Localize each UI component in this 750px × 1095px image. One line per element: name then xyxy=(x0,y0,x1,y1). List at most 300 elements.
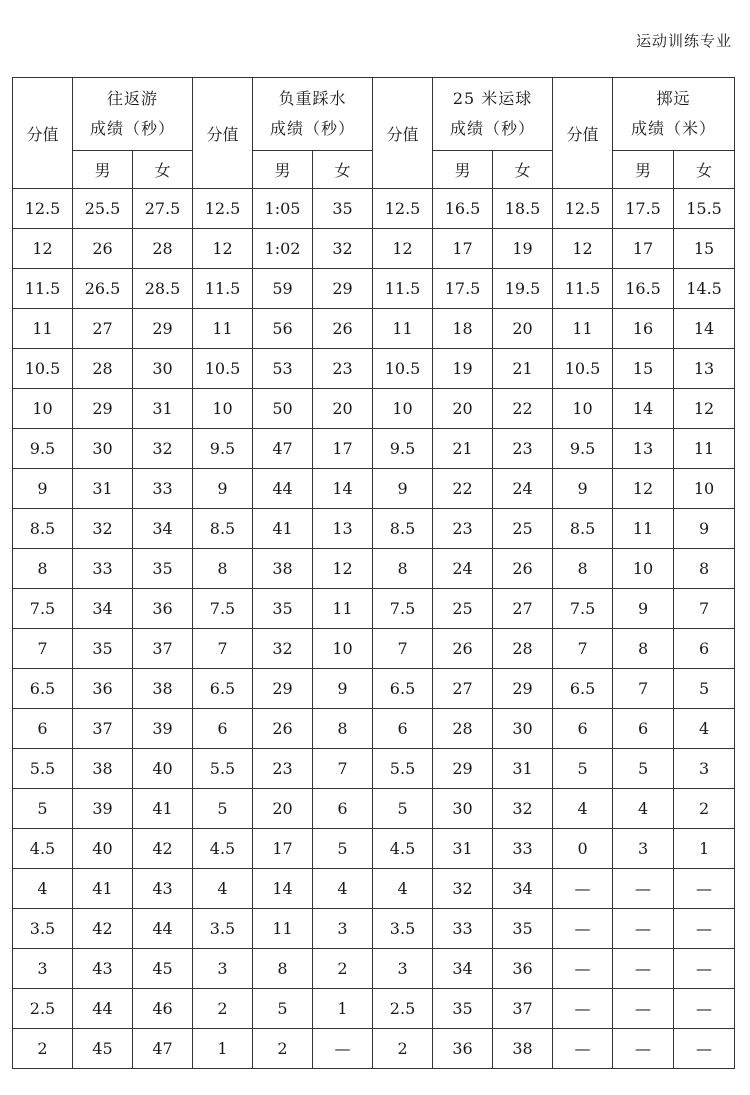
male-header: 男 xyxy=(433,151,493,189)
score-cell: 9 xyxy=(373,469,433,509)
score-cell: 11.5 xyxy=(373,269,433,309)
table-cell: 30 xyxy=(493,709,553,749)
table-row xyxy=(13,989,735,1029)
table-cell: 26 xyxy=(313,309,373,349)
event-title: 掷远 xyxy=(656,89,691,108)
table-cell: 3 xyxy=(674,749,735,789)
table-row xyxy=(13,269,735,309)
table-cell: 26.5 xyxy=(73,269,133,309)
table-cell: 15.5 xyxy=(674,189,735,229)
score-cell: 8 xyxy=(13,549,73,589)
table-row xyxy=(13,349,735,389)
table-cell: 33 xyxy=(433,909,493,949)
score-cell: 4.5 xyxy=(373,829,433,869)
table-row xyxy=(13,189,735,229)
table-cell: 17.5 xyxy=(433,269,493,309)
score-cell: 12.5 xyxy=(553,189,613,229)
table-cell: 47 xyxy=(133,1029,193,1069)
score-cell: 8 xyxy=(373,549,433,589)
table-cell: 2 xyxy=(253,1029,313,1069)
table-cell: 32 xyxy=(493,789,553,829)
table-cell: 13 xyxy=(674,349,735,389)
event-header xyxy=(73,78,193,151)
score-cell: 7.5 xyxy=(13,589,73,629)
table-cell: 19.5 xyxy=(493,269,553,309)
score-cell: 4.5 xyxy=(13,829,73,869)
table-cell: 41 xyxy=(133,789,193,829)
table-cell: 30 xyxy=(73,429,133,469)
table-cell: 36 xyxy=(73,669,133,709)
table-cell: 41 xyxy=(73,869,133,909)
table-cell: 24 xyxy=(493,469,553,509)
score-cell: 5.5 xyxy=(13,749,73,789)
table-cell: 39 xyxy=(73,789,133,829)
table-cell: 28 xyxy=(73,349,133,389)
table-cell: 41 xyxy=(253,509,313,549)
score-cell: 6.5 xyxy=(373,669,433,709)
table-cell: 50 xyxy=(253,389,313,429)
table-cell: 32 xyxy=(73,509,133,549)
male-header: 男 xyxy=(73,151,133,189)
table-row xyxy=(13,589,735,629)
table-cell: 22 xyxy=(433,469,493,509)
score-cell: 2 xyxy=(373,1029,433,1069)
score-cell: 7.5 xyxy=(553,589,613,629)
table-cell: 37 xyxy=(133,629,193,669)
score-header: 分值 xyxy=(373,78,433,189)
score-cell: 7.5 xyxy=(373,589,433,629)
table-cell: 35 xyxy=(433,989,493,1029)
table-cell: 14.5 xyxy=(674,269,735,309)
table-cell: 42 xyxy=(73,909,133,949)
event-unit: 成绩（米） xyxy=(631,119,717,138)
table-cell: 11 xyxy=(674,429,735,469)
table-cell: 20 xyxy=(253,789,313,829)
table-cell: 10 xyxy=(313,629,373,669)
score-cell: 6.5 xyxy=(13,669,73,709)
score-cell: 10.5 xyxy=(13,349,73,389)
table-cell: 45 xyxy=(133,949,193,989)
table-cell: 1:05 xyxy=(253,189,313,229)
table-row xyxy=(13,1029,735,1069)
score-cell: — xyxy=(553,949,613,989)
table-cell: 34 xyxy=(73,589,133,629)
score-table xyxy=(12,77,735,1069)
score-cell: 12 xyxy=(193,229,253,269)
score-cell: 3 xyxy=(193,949,253,989)
score-cell: 7 xyxy=(553,629,613,669)
table-cell: 9 xyxy=(313,669,373,709)
table-cell: 44 xyxy=(133,909,193,949)
score-cell: 5 xyxy=(553,749,613,789)
score-cell: 6 xyxy=(373,709,433,749)
table-cell: 10 xyxy=(613,549,674,589)
table-cell: 40 xyxy=(73,829,133,869)
table-cell: — xyxy=(313,1029,373,1069)
table-cell: 7 xyxy=(613,669,674,709)
table-cell: 31 xyxy=(73,469,133,509)
score-cell: 11.5 xyxy=(13,269,73,309)
table-cell: 29 xyxy=(493,669,553,709)
table-cell: 16.5 xyxy=(433,189,493,229)
table-cell: 35 xyxy=(133,549,193,589)
table-cell: 17 xyxy=(253,829,313,869)
table-cell: 38 xyxy=(253,549,313,589)
page-header: 运动训练专业 xyxy=(635,32,732,50)
table-cell: 16 xyxy=(613,309,674,349)
table-cell: 32 xyxy=(253,629,313,669)
table-cell: 6 xyxy=(674,629,735,669)
score-cell: 3 xyxy=(373,949,433,989)
table-cell: 33 xyxy=(133,469,193,509)
score-cell: 6.5 xyxy=(553,669,613,709)
table-cell: 31 xyxy=(433,829,493,869)
score-cell: 4 xyxy=(373,869,433,909)
table-cell: 22 xyxy=(493,389,553,429)
table-cell: 3 xyxy=(613,829,674,869)
table-cell: 20 xyxy=(493,309,553,349)
table-row xyxy=(13,709,735,749)
score-cell: 3.5 xyxy=(193,909,253,949)
male-header: 男 xyxy=(253,151,313,189)
table-cell: 14 xyxy=(613,389,674,429)
table-cell: 1 xyxy=(313,989,373,1029)
table-cell: 19 xyxy=(433,349,493,389)
table-cell: 31 xyxy=(133,389,193,429)
table-row xyxy=(13,829,735,869)
score-cell: 5 xyxy=(193,789,253,829)
table-cell: 8 xyxy=(253,949,313,989)
table-cell: 10 xyxy=(674,469,735,509)
score-cell: 10 xyxy=(13,389,73,429)
table-cell: — xyxy=(613,909,674,949)
score-cell: 11 xyxy=(13,309,73,349)
table-cell: 34 xyxy=(433,949,493,989)
table-cell: 56 xyxy=(253,309,313,349)
table-cell: 29 xyxy=(313,269,373,309)
table-row xyxy=(13,549,735,589)
score-cell: 10.5 xyxy=(373,349,433,389)
table-cell: 11 xyxy=(253,909,313,949)
score-cell: 2.5 xyxy=(373,989,433,1029)
table-cell: 40 xyxy=(133,749,193,789)
score-cell: 9 xyxy=(553,469,613,509)
table-cell: 24 xyxy=(433,549,493,589)
table-cell: 35 xyxy=(73,629,133,669)
table-row xyxy=(13,869,735,909)
score-cell: 2.5 xyxy=(13,989,73,1029)
table-cell: 28.5 xyxy=(133,269,193,309)
table-cell: 59 xyxy=(253,269,313,309)
table-cell: — xyxy=(674,1029,735,1069)
table-cell: 30 xyxy=(433,789,493,829)
table-cell: 36 xyxy=(493,949,553,989)
score-cell: 3 xyxy=(13,949,73,989)
score-cell: 5.5 xyxy=(193,749,253,789)
score-cell: 9 xyxy=(193,469,253,509)
table-cell: 4 xyxy=(674,709,735,749)
score-header: 分值 xyxy=(193,78,253,189)
table-cell: — xyxy=(674,909,735,949)
table-cell: 29 xyxy=(433,749,493,789)
table-cell: 27 xyxy=(493,589,553,629)
score-cell: 9 xyxy=(13,469,73,509)
table-cell: 29 xyxy=(253,669,313,709)
score-cell: 7 xyxy=(193,629,253,669)
table-cell: 6 xyxy=(613,709,674,749)
table-row xyxy=(13,749,735,789)
score-cell: 6 xyxy=(193,709,253,749)
table-cell: 23 xyxy=(313,349,373,389)
table-cell: — xyxy=(613,1029,674,1069)
score-cell: 8 xyxy=(553,549,613,589)
event-title: 往返游 xyxy=(107,89,159,108)
score-cell: 5 xyxy=(373,789,433,829)
score-cell: 9.5 xyxy=(193,429,253,469)
score-cell: — xyxy=(553,869,613,909)
table-cell: 36 xyxy=(133,589,193,629)
table-cell: 35 xyxy=(253,589,313,629)
score-cell: 5.5 xyxy=(373,749,433,789)
table-cell: 5 xyxy=(313,829,373,869)
table-cell: 32 xyxy=(433,869,493,909)
table-cell: 38 xyxy=(493,1029,553,1069)
table-row xyxy=(13,229,735,269)
table-cell: — xyxy=(613,989,674,1029)
table-cell: 13 xyxy=(613,429,674,469)
score-cell: — xyxy=(553,1029,613,1069)
event-unit: 成绩（秒） xyxy=(270,119,356,138)
score-cell: 10 xyxy=(553,389,613,429)
score-cell: 3.5 xyxy=(373,909,433,949)
score-cell: 12.5 xyxy=(13,189,73,229)
table-cell: 30 xyxy=(133,349,193,389)
table-cell: 32 xyxy=(133,429,193,469)
table-cell: 5 xyxy=(613,749,674,789)
table-cell: 12 xyxy=(674,389,735,429)
table-cell: 1 xyxy=(674,829,735,869)
table-cell: 7 xyxy=(313,749,373,789)
table-row xyxy=(13,669,735,709)
table-cell: — xyxy=(613,949,674,989)
table-row xyxy=(13,309,735,349)
event-unit: 成绩（秒） xyxy=(90,119,176,138)
table-cell: 2 xyxy=(674,789,735,829)
table-cell: 37 xyxy=(493,989,553,1029)
table-cell: 26 xyxy=(73,229,133,269)
table-cell: 35 xyxy=(493,909,553,949)
event-title: 25 米运球 xyxy=(452,89,533,108)
table-cell: 9 xyxy=(613,589,674,629)
table-cell: 8 xyxy=(313,709,373,749)
table-cell: 5 xyxy=(674,669,735,709)
table-cell: 23 xyxy=(493,429,553,469)
table-cell: 7 xyxy=(674,589,735,629)
table-cell: 27.5 xyxy=(133,189,193,229)
table-cell: 1:02 xyxy=(253,229,313,269)
table-row xyxy=(13,469,735,509)
male-header: 男 xyxy=(613,151,674,189)
event-header xyxy=(613,78,735,151)
table-cell: 35 xyxy=(313,189,373,229)
table-cell: 42 xyxy=(133,829,193,869)
table-cell: 29 xyxy=(133,309,193,349)
table-cell: 8 xyxy=(674,549,735,589)
score-cell: 10 xyxy=(373,389,433,429)
table-cell: 45 xyxy=(73,1029,133,1069)
table-cell: 21 xyxy=(493,349,553,389)
table-cell: 43 xyxy=(133,869,193,909)
score-cell: 4 xyxy=(13,869,73,909)
table-cell: — xyxy=(674,869,735,909)
table-cell: 16.5 xyxy=(613,269,674,309)
table-row xyxy=(13,909,735,949)
table-cell: 39 xyxy=(133,709,193,749)
score-cell: 4 xyxy=(193,869,253,909)
score-cell: 6.5 xyxy=(193,669,253,709)
table-cell: 14 xyxy=(674,309,735,349)
score-cell: 11 xyxy=(193,309,253,349)
table-row xyxy=(13,509,735,549)
score-cell: 0 xyxy=(553,829,613,869)
table-cell: 14 xyxy=(253,869,313,909)
score-cell: 10.5 xyxy=(553,349,613,389)
table-row xyxy=(13,789,735,829)
table-cell: 28 xyxy=(133,229,193,269)
table-row xyxy=(13,949,735,989)
table-cell: 19 xyxy=(493,229,553,269)
score-cell: 10 xyxy=(193,389,253,429)
table-cell: 27 xyxy=(433,669,493,709)
score-cell: 12.5 xyxy=(373,189,433,229)
table-cell: 38 xyxy=(133,669,193,709)
score-cell: 4 xyxy=(553,789,613,829)
table-cell: 8 xyxy=(613,629,674,669)
event-header xyxy=(433,78,553,151)
table-row xyxy=(13,429,735,469)
table-cell: 34 xyxy=(133,509,193,549)
table-cell: 26 xyxy=(493,549,553,589)
table-cell: 15 xyxy=(674,229,735,269)
female-header: 女 xyxy=(133,151,193,189)
table-cell: 34 xyxy=(493,869,553,909)
table-cell: 18.5 xyxy=(493,189,553,229)
score-cell: — xyxy=(553,909,613,949)
female-header: 女 xyxy=(674,151,735,189)
score-cell: 5 xyxy=(13,789,73,829)
table-cell: 23 xyxy=(433,509,493,549)
score-header: 分值 xyxy=(13,78,73,189)
table-cell: 37 xyxy=(73,709,133,749)
table-cell: 20 xyxy=(313,389,373,429)
table-cell: — xyxy=(674,949,735,989)
table-cell: 17.5 xyxy=(613,189,674,229)
table-cell: 29 xyxy=(73,389,133,429)
table-cell: 31 xyxy=(493,749,553,789)
score-cell: 12.5 xyxy=(193,189,253,229)
score-cell: 4.5 xyxy=(193,829,253,869)
table-cell: 6 xyxy=(313,789,373,829)
table-cell: 28 xyxy=(433,709,493,749)
score-cell: 11 xyxy=(373,309,433,349)
event-title: 负重踩水 xyxy=(278,89,347,108)
score-cell: 8.5 xyxy=(13,509,73,549)
score-cell: 11 xyxy=(553,309,613,349)
table-cell: 13 xyxy=(313,509,373,549)
table-cell: 25.5 xyxy=(73,189,133,229)
table-cell: — xyxy=(613,869,674,909)
score-cell: 6 xyxy=(553,709,613,749)
table-cell: 14 xyxy=(313,469,373,509)
female-header: 女 xyxy=(493,151,553,189)
score-cell: 8.5 xyxy=(553,509,613,549)
table-cell: 33 xyxy=(493,829,553,869)
table-cell: 9 xyxy=(674,509,735,549)
female-header: 女 xyxy=(313,151,373,189)
table-cell: 46 xyxy=(133,989,193,1029)
table-cell: 38 xyxy=(73,749,133,789)
score-cell: 8 xyxy=(193,549,253,589)
table-cell: 33 xyxy=(73,549,133,589)
score-cell: 1 xyxy=(193,1029,253,1069)
score-cell: 2 xyxy=(193,989,253,1029)
table-cell: 2 xyxy=(313,949,373,989)
table-cell: 23 xyxy=(253,749,313,789)
event-header xyxy=(253,78,373,151)
table-cell: 47 xyxy=(253,429,313,469)
table-cell: 21 xyxy=(433,429,493,469)
table-cell: 27 xyxy=(73,309,133,349)
score-cell: 7.5 xyxy=(193,589,253,629)
score-cell: 9.5 xyxy=(373,429,433,469)
table-cell: 17 xyxy=(433,229,493,269)
table-cell: 53 xyxy=(253,349,313,389)
table-header-row xyxy=(13,78,735,151)
table-cell: 32 xyxy=(313,229,373,269)
score-header: 分值 xyxy=(553,78,613,189)
score-cell: 3.5 xyxy=(13,909,73,949)
table-cell: 12 xyxy=(613,469,674,509)
table-cell: 26 xyxy=(253,709,313,749)
table-cell: 43 xyxy=(73,949,133,989)
table-row xyxy=(13,629,735,669)
table-cell: 36 xyxy=(433,1029,493,1069)
table-cell: 28 xyxy=(493,629,553,669)
score-cell: 10.5 xyxy=(193,349,253,389)
score-cell: 12 xyxy=(553,229,613,269)
score-cell: — xyxy=(553,989,613,1029)
table-cell: 12 xyxy=(313,549,373,589)
table-cell: 4 xyxy=(613,789,674,829)
table-cell: 11 xyxy=(613,509,674,549)
table-cell: 17 xyxy=(613,229,674,269)
score-cell: 9.5 xyxy=(553,429,613,469)
table-cell: 17 xyxy=(313,429,373,469)
table-cell: 15 xyxy=(613,349,674,389)
table-cell: 5 xyxy=(253,989,313,1029)
table-cell: 44 xyxy=(253,469,313,509)
table-cell: 18 xyxy=(433,309,493,349)
score-cell: 2 xyxy=(13,1029,73,1069)
table-cell: 44 xyxy=(73,989,133,1029)
event-unit: 成绩（秒） xyxy=(450,119,536,138)
table-cell: 11 xyxy=(313,589,373,629)
score-cell: 12 xyxy=(13,229,73,269)
score-cell: 11.5 xyxy=(553,269,613,309)
table-row xyxy=(13,389,735,429)
table-cell: 25 xyxy=(493,509,553,549)
table-cell: 25 xyxy=(433,589,493,629)
